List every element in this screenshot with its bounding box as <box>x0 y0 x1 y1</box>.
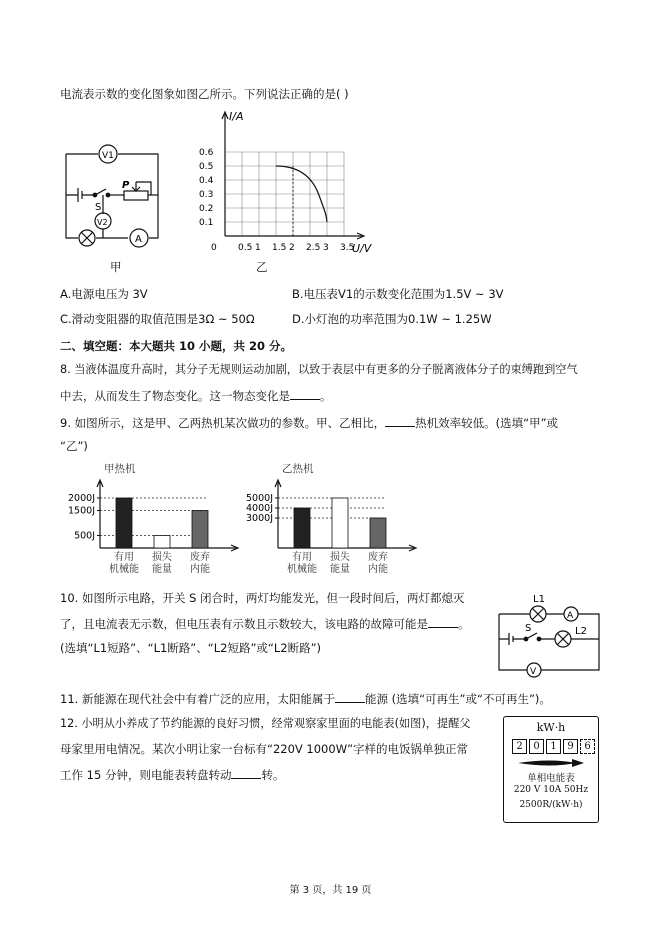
bar <box>294 508 310 548</box>
q12-answer-blank[interactable] <box>231 766 261 779</box>
q10-l1-label: L1 <box>533 594 545 605</box>
meter-digit: 9 <box>563 739 578 754</box>
y-tick-label: 1500J <box>68 505 95 517</box>
meter-rate: 2500R/(kW·h) <box>519 800 583 810</box>
iu-chart <box>195 108 385 258</box>
iu-x-tick-label: 2 <box>289 243 295 253</box>
iu-x-tick-label: 1 <box>255 243 261 253</box>
q8-line2-pre: 中去，从而发生了物态变化。这一物态变化是 <box>60 389 290 403</box>
iu-x-tick-label: 3 <box>323 243 329 253</box>
iu-x-tick-label: 0.5 <box>238 243 253 253</box>
q8-line2 <box>60 387 332 404</box>
meter-spec: 220 V 10A 50Hz <box>513 785 589 795</box>
q11-answer-blank[interactable] <box>335 690 365 703</box>
x-category-label: 能量 <box>330 564 350 575</box>
bar <box>370 518 386 548</box>
iu-y-axis-label: I/A <box>229 110 244 123</box>
iu-x-axis-label: U/V <box>352 242 372 255</box>
q7-circuit-diagram <box>58 138 168 253</box>
q9-line1 <box>60 414 558 431</box>
iu-x-tick-label: 0 <box>211 243 217 253</box>
bar <box>332 498 348 548</box>
heat-engine-yi-chart <box>238 460 418 585</box>
bar <box>154 536 170 549</box>
q11-pre: 11. 新能源在现代社会中有着广泛的应用，太阳能属于 <box>60 692 335 706</box>
bar <box>192 511 208 549</box>
meter-arrow-icon <box>516 758 586 768</box>
q10-v-label: V <box>530 667 537 677</box>
circuit-p-label: P <box>122 180 130 191</box>
meter-digit: 6 <box>580 739 595 754</box>
q12-line3-post: 转。 <box>261 768 285 782</box>
iu-y-tick-label: 0.4 <box>199 176 214 186</box>
q7-option-c: C.滑动变阻器的取值范围是3Ω ~ 50Ω <box>60 312 255 326</box>
iu-x-tick-label: 2.5 <box>306 243 321 253</box>
y-tick-label: 2000J <box>68 493 95 504</box>
chart-title: 乙热机 <box>282 463 314 475</box>
y-tick-label: 4000J <box>246 503 273 514</box>
q7-stem: 电流表示数的变化图象如图乙所示。下列说法正确的是( ) <box>60 87 349 101</box>
x-category-label: 有用 <box>114 552 134 563</box>
x-category-label: 机械能 <box>287 564 317 575</box>
x-category-label: 损失 <box>152 552 172 563</box>
q8-line1: 8. 当液体温度升高时，其分子无规则运动加剧，以致于表层中有更多的分子脱离液体分子的束缚跑到空气 <box>60 363 578 376</box>
q11-line <box>60 690 551 707</box>
q11-post: 能源 (选填“可再生”或“不可再生”)。 <box>364 692 551 706</box>
q9-line2: “乙”) <box>60 439 88 453</box>
bar <box>116 498 132 548</box>
q7-option-b: B.电压表V1的示数变化范围为1.5V ~ 3V <box>292 287 504 301</box>
iu-y-tick-label: 0.6 <box>199 148 214 158</box>
q10-s-label: S <box>525 623 532 634</box>
q10-l2-label: L2 <box>575 626 587 637</box>
chart-title: 甲热机 <box>104 463 136 475</box>
q10-line1: 10. 如图所示电路，开关 S 闭合时，两灯均能发光，但一段时间后，两灯都熄灭 <box>60 591 465 605</box>
x-category-label: 内能 <box>368 564 388 575</box>
q10-line2 <box>60 615 470 632</box>
meter-digit: 0 <box>529 739 544 754</box>
fig-jia-caption: 甲 <box>110 260 122 274</box>
q10-line2-post: 。 <box>458 617 470 631</box>
x-category-label: 能量 <box>152 564 172 575</box>
circuit-a-label: A <box>135 234 142 245</box>
section-heading: 二、填空题：本大题共 10 小题，共 20 分。 <box>60 339 293 353</box>
q12-line3 <box>60 766 284 783</box>
q7-option-a: A.电源电压为 3V <box>60 287 148 301</box>
x-category-label: 内能 <box>190 564 210 575</box>
x-category-label: 废弃 <box>368 552 388 563</box>
q10-a-label: A <box>567 611 574 621</box>
meter-digit-row <box>512 739 597 753</box>
q10-answer-blank[interactable] <box>428 615 458 628</box>
q12-line2: 母家里用电情况。某次小明让家一台标有“220V 1000W”字样的电饭锅单独正常 <box>60 742 469 756</box>
iu-y-tick-label: 0.5 <box>199 162 214 172</box>
q10-line3: (选填“L1短路”、“L1断路”、“L2短路”或“L2断路”) <box>60 641 322 655</box>
meter-digit: 2 <box>512 739 527 754</box>
circuit-v1-label: V1 <box>102 151 114 161</box>
q10-circuit-diagram <box>495 592 607 684</box>
x-category-label: 废弃 <box>190 552 210 563</box>
q9-line1-post: 热机效率较低。(选填“甲”或 <box>415 416 559 430</box>
q8-answer-blank[interactable] <box>290 387 320 400</box>
q9-line1-pre: 9. 如图所示，这是甲、乙两热机某次做功的参数。甲、乙相比， <box>60 416 386 430</box>
iu-x-tick-label: 3.5 <box>340 243 355 253</box>
x-category-label: 有用 <box>292 552 312 563</box>
iu-y-tick-label: 0.3 <box>199 190 214 200</box>
y-tick-label: 5000J <box>246 493 273 504</box>
q9-answer-blank[interactable] <box>385 414 415 427</box>
electric-meter <box>503 716 599 823</box>
heat-engine-jia-chart <box>60 460 240 585</box>
meter-unit: kW·h <box>536 721 566 734</box>
q7-option-d: D.小灯泡的功率范围为0.1W ~ 1.25W <box>292 312 492 326</box>
fig-yi-caption: 乙 <box>256 260 268 274</box>
iu-y-tick-label: 0.2 <box>199 204 214 214</box>
circuit-s-label: S <box>95 202 102 213</box>
q12-line1: 12. 小明从小养成了节约能源的良好习惯，经常观察家里面的电能表(如图)，提醒父 <box>60 717 471 730</box>
x-category-label: 机械能 <box>109 564 139 575</box>
x-category-label: 损失 <box>330 552 350 563</box>
q8-line2-post: 。 <box>320 389 332 403</box>
circuit-v2-label: V2 <box>97 218 108 227</box>
q10-line2-pre: 了，且电流表无示数，但电压表有示数且示数较大，该电路的故障可能是 <box>60 617 428 631</box>
iu-x-tick-label: 1.5 <box>272 243 287 253</box>
meter-digit: 1 <box>546 739 561 754</box>
y-tick-label: 500J <box>74 530 95 542</box>
iu-y-tick-label: 0.1 <box>199 218 214 228</box>
y-tick-label: 3000J <box>246 513 273 524</box>
meter-name: 单相电能表 <box>527 773 575 784</box>
page-footer: 第 3 页，共 19 页 <box>289 885 372 896</box>
q12-line3-pre: 工作 15 分钟，则电能表转盘转动 <box>60 768 232 782</box>
